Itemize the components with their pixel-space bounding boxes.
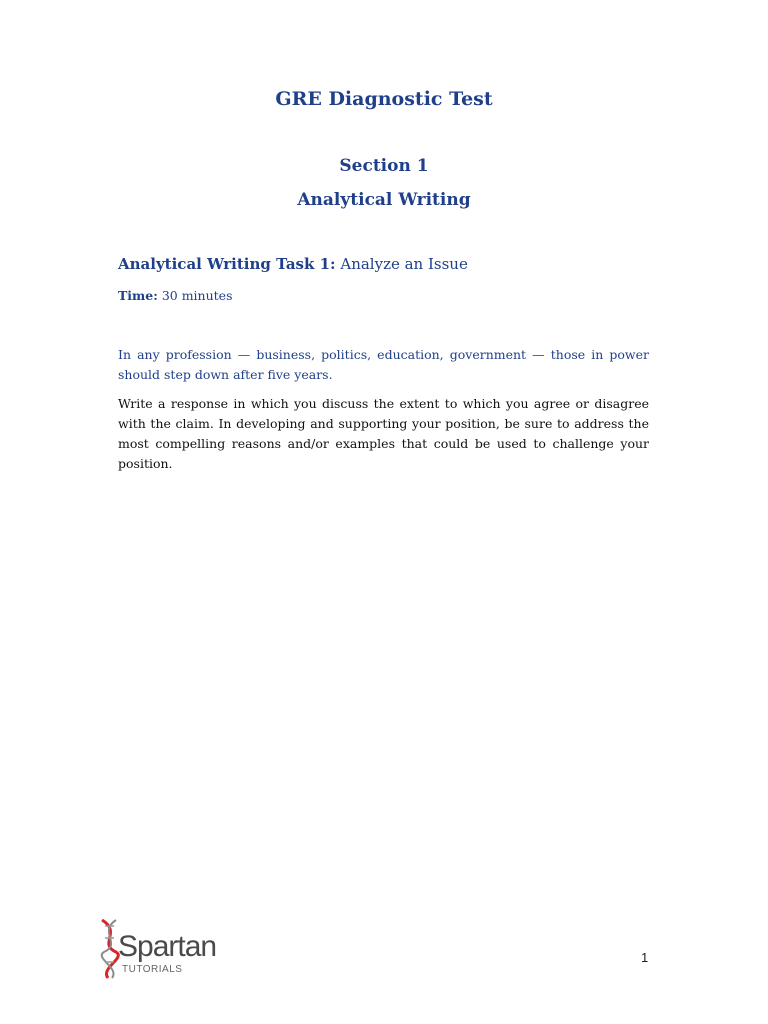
spartan-logo <box>96 916 217 980</box>
time-line <box>118 288 233 303</box>
time-value: 30 minutes <box>161 288 233 303</box>
instructions-text: Write a response in which you discuss the extent to which you agree or disagree with the claim. In developing and supporting your position, be sure to address the most compelling reasons and/or examples that could be used to challenge your position. <box>118 396 649 471</box>
task-label: Analytical Writing Task 1: <box>118 255 336 273</box>
logo-text: Spartan <box>118 930 217 963</box>
page-number: 1 <box>641 950 649 965</box>
task-name: Analyze an Issue <box>340 255 468 273</box>
page-title: GRE Diagnostic Test <box>275 88 493 110</box>
task-heading <box>118 255 468 273</box>
time-label: Time: <box>118 288 158 303</box>
claim-text: In any profession — business, politics, education, government — those in power should step down after five years. <box>118 347 649 382</box>
section-name: Analytical Writing <box>297 190 471 210</box>
logo-subtext: TUTORIALS <box>122 964 183 975</box>
section-label: Section 1 <box>339 156 429 176</box>
